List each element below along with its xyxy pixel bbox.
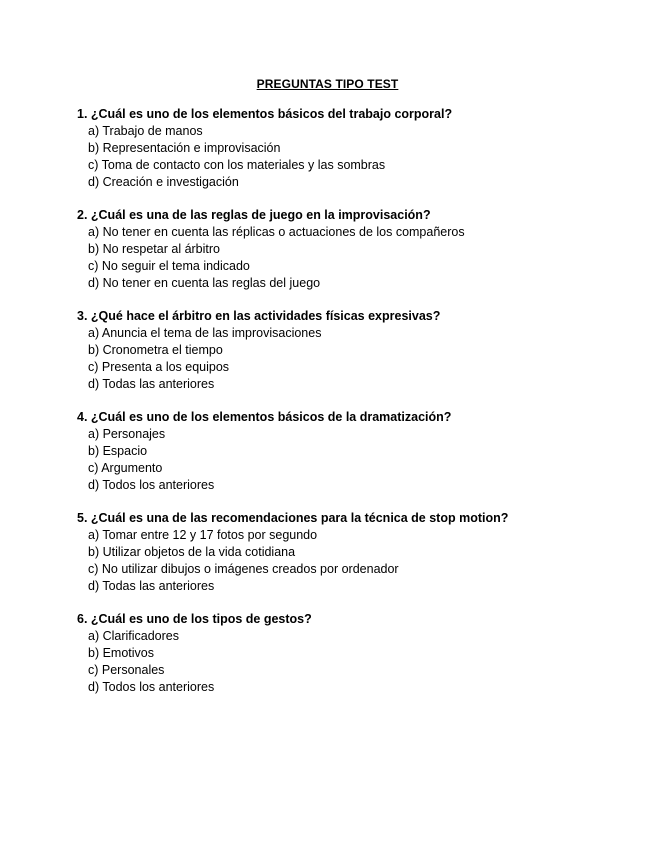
option-a: a) Anuncia el tema de las improvisaciones bbox=[88, 326, 322, 340]
question-1 bbox=[77, 106, 637, 191]
question-3 bbox=[77, 308, 637, 393]
option-a: a) Personajes bbox=[88, 427, 166, 441]
option-d: d) Todos los anteriores bbox=[88, 478, 215, 492]
option-d: d) Creación e investigación bbox=[88, 175, 239, 189]
option-c: c) No seguir el tema indicado bbox=[88, 259, 250, 273]
question-text: 5. ¿Cuál es una de las recomendaciones para la técnica de stop motion? bbox=[77, 511, 509, 525]
option-c: c) Argumento bbox=[88, 461, 163, 475]
option-d: d) Todas las anteriores bbox=[88, 579, 215, 593]
question-6 bbox=[77, 611, 637, 696]
option-c: c) No utilizar dibujos o imágenes creados por ordenador bbox=[88, 562, 399, 576]
option-c: c) Toma de contacto con los materiales y las sombras bbox=[88, 158, 386, 172]
question-4 bbox=[77, 409, 637, 494]
question-text: 1. ¿Cuál es uno de los elementos básicos del trabajo corporal? bbox=[77, 107, 453, 121]
option-d: d) Todos los anteriores bbox=[88, 680, 215, 694]
question-text: 2. ¿Cuál es una de las reglas de juego en la improvisación? bbox=[77, 208, 431, 222]
option-b: b) No respetar al árbitro bbox=[88, 242, 221, 256]
option-b: b) Espacio bbox=[88, 444, 148, 458]
question-text: 4. ¿Cuál es uno de los elementos básicos de la dramatización? bbox=[77, 410, 452, 424]
option-b: b) Representación e improvisación bbox=[88, 141, 281, 155]
question-2 bbox=[77, 207, 637, 292]
question-list bbox=[77, 106, 637, 712]
option-d: d) No tener en cuenta las reglas del juego bbox=[88, 276, 321, 290]
question-5 bbox=[77, 510, 637, 595]
option-b: b) Emotivos bbox=[88, 646, 154, 660]
question-text: 3. ¿Qué hace el árbitro en las actividades físicas expresivas? bbox=[77, 309, 441, 323]
option-b: b) Utilizar objetos de la vida cotidiana bbox=[88, 545, 296, 559]
option-d: d) Todas las anteriores bbox=[88, 377, 215, 391]
option-a: a) No tener en cuenta las réplicas o actuaciones de los compañeros bbox=[88, 225, 465, 239]
option-a: a) Tomar entre 12 y 17 fotos por segundo bbox=[88, 528, 318, 542]
option-a: a) Trabajo de manos bbox=[88, 124, 203, 138]
option-c: c) Personales bbox=[88, 663, 165, 677]
question-text: 6. ¿Cuál es uno de los tipos de gestos? bbox=[77, 612, 312, 626]
option-a: a) Clarificadores bbox=[88, 629, 180, 643]
option-c: c) Presenta a los equipos bbox=[88, 360, 230, 374]
page-title: PREGUNTAS TIPO TEST bbox=[256, 77, 399, 91]
option-b: b) Cronometra el tiempo bbox=[88, 343, 223, 357]
